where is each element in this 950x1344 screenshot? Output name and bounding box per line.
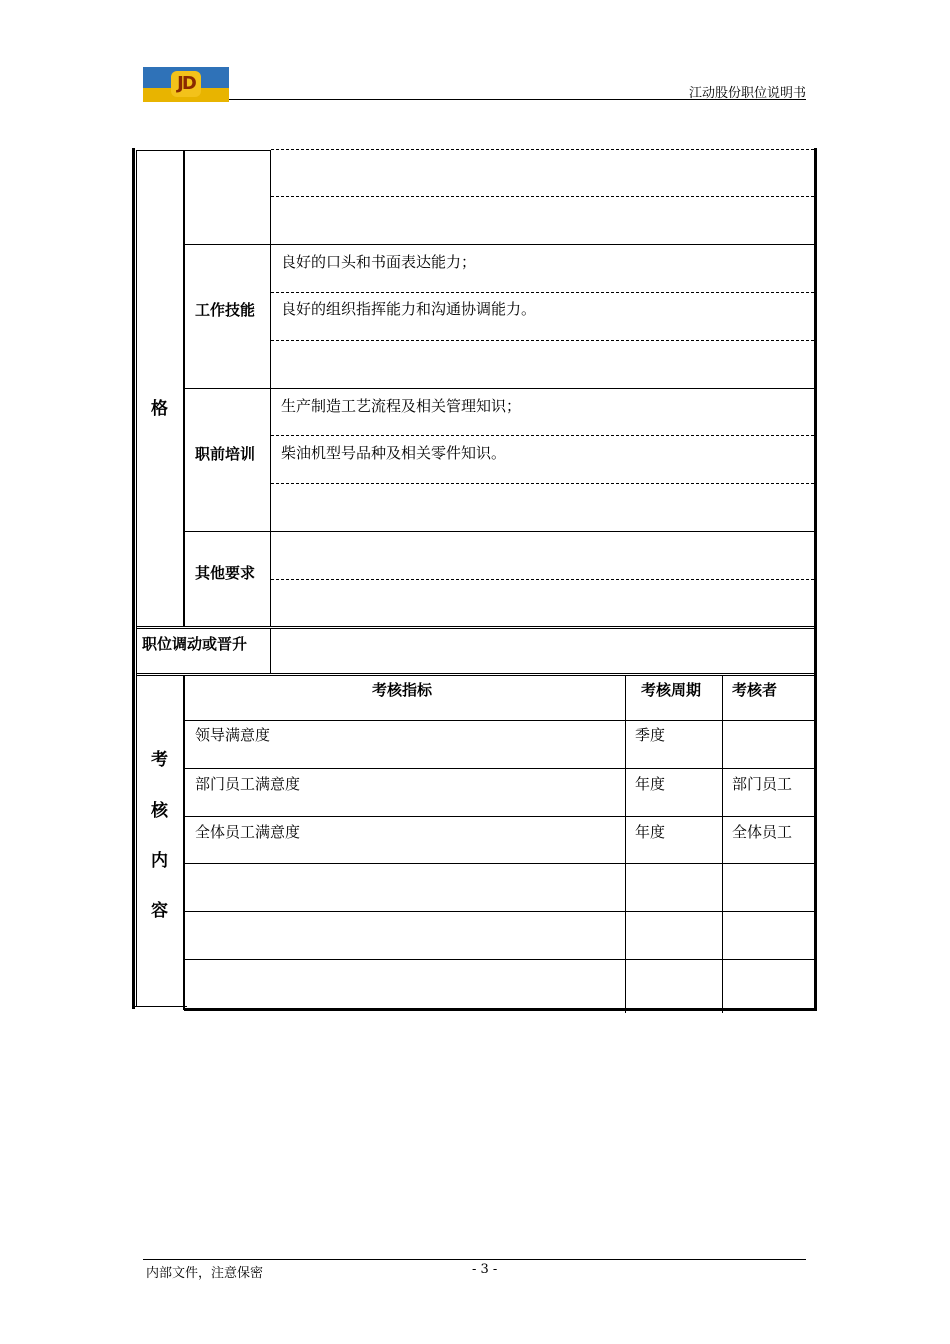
row-separator <box>136 628 814 629</box>
document-title: 江动股份职位说明书 <box>688 86 806 101</box>
skills-label: 工作技能 <box>195 301 256 319</box>
row-separator <box>185 911 814 912</box>
assessment-section-char: 内 <box>151 851 168 871</box>
dashed-rule <box>271 292 814 293</box>
row-separator <box>185 388 814 389</box>
row-separator <box>185 244 814 245</box>
dashed-rule <box>271 435 814 436</box>
assess-col3-divider <box>722 675 723 1013</box>
training-item: 柴油机型号品种及相关零件知识。 <box>281 444 507 462</box>
dashed-rule <box>271 196 814 197</box>
skills-item: 良好的口头和书面表达能力； <box>281 253 477 271</box>
row-separator <box>136 673 814 674</box>
row-separator <box>185 768 814 769</box>
table-cell-assessor: 部门员工 <box>732 775 793 793</box>
row-separator <box>185 816 814 817</box>
dashed-rule <box>271 340 814 341</box>
skills-item: 良好的组织指挥能力和沟通协调能力。 <box>281 300 537 318</box>
assessment-section-char: 容 <box>151 901 168 921</box>
table-left-border <box>132 148 135 1009</box>
table-right-border <box>814 148 817 1011</box>
row-separator <box>185 720 814 721</box>
training-label: 职前培训 <box>195 445 256 463</box>
logo-mark: JD <box>171 71 201 97</box>
footer-confidential: 内部文件，注意保密 <box>146 1266 264 1281</box>
header-period: 考核周期 <box>641 681 702 699</box>
row-separator <box>185 959 814 960</box>
qualification-section-label: 格 <box>151 399 168 419</box>
table-cell-period: 年度 <box>635 775 666 793</box>
dashed-rule <box>271 579 814 580</box>
row-separator <box>136 675 814 676</box>
row-separator <box>185 863 814 864</box>
table-cell-period: 年度 <box>635 823 666 841</box>
table-cell-indicator: 全体员工满意度 <box>195 823 301 841</box>
promotion-divider <box>270 628 271 673</box>
assess-col2-divider <box>625 675 626 1013</box>
assessment-section-char: 核 <box>151 801 168 821</box>
table-cell-period: 季度 <box>635 726 666 744</box>
other-requirements-label: 其他要求 <box>195 564 256 582</box>
header-assessor: 考核者 <box>732 681 778 699</box>
qual-top-mid <box>185 150 271 151</box>
table-bottom-left-border <box>132 1006 187 1007</box>
footer-rule <box>143 1259 806 1260</box>
table-left-inner-border <box>136 150 137 1007</box>
qual-top-left <box>136 150 185 151</box>
page-number: - 3 - <box>472 1262 498 1277</box>
row-separator <box>185 531 814 532</box>
table-cell-assessor: 全体员工 <box>732 823 793 841</box>
table-cell-indicator: 部门员工满意度 <box>195 775 301 793</box>
assessment-section-char: 考 <box>151 750 168 770</box>
dashed-rule <box>271 149 814 150</box>
row-separator <box>136 626 814 627</box>
company-logo <box>143 67 229 102</box>
training-item: 生产制造工艺流程及相关管理知识； <box>281 397 522 415</box>
table-cell-indicator: 领导满意度 <box>195 726 271 744</box>
promotion-label: 职位调动或晋升 <box>142 635 248 653</box>
header-indicator: 考核指标 <box>372 681 433 699</box>
dashed-rule <box>271 483 814 484</box>
